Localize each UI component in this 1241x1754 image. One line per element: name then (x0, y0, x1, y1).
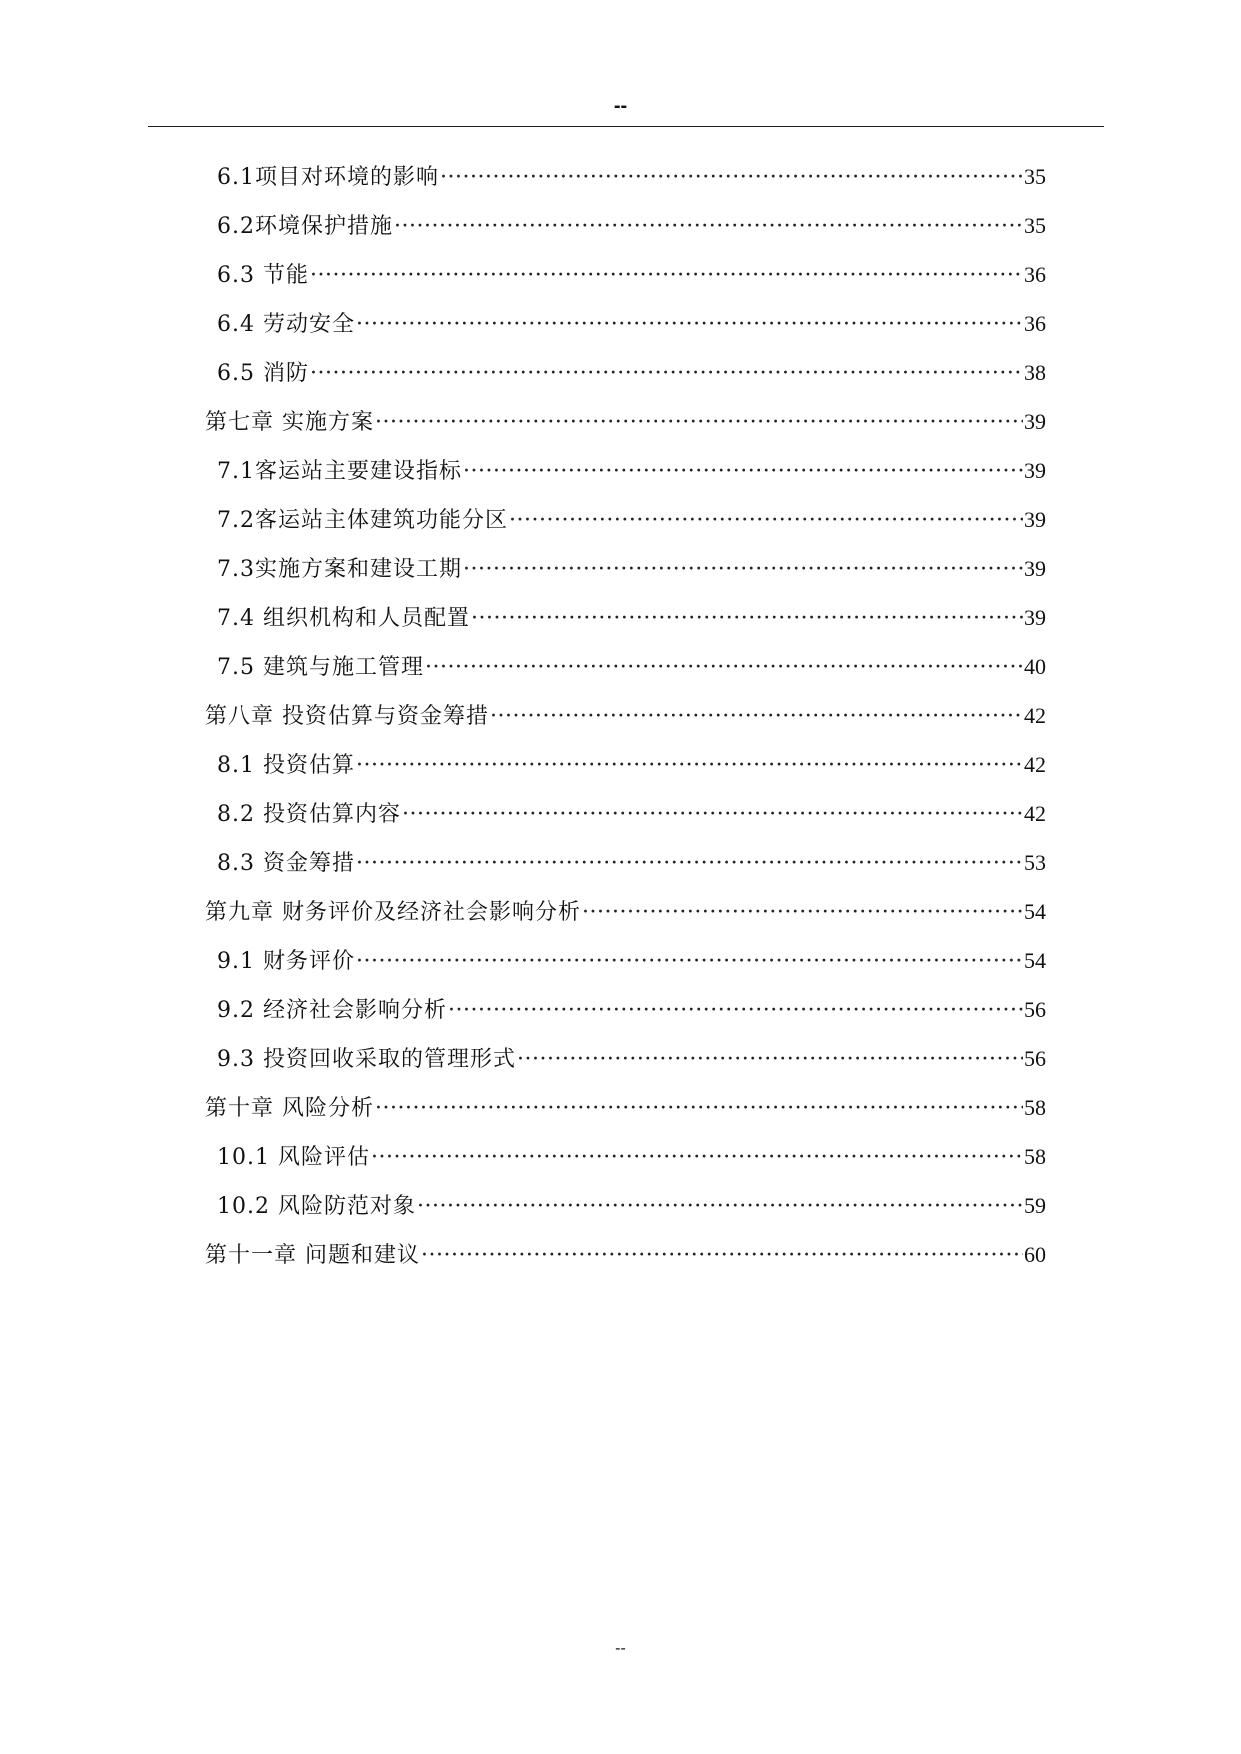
toc-entry-page: 54 (1024, 899, 1046, 924)
toc-entry-page: 54 (1024, 948, 1046, 973)
toc-entry-title: 7.2客运站主体建筑功能分区 (217, 508, 508, 533)
toc-entry-title: 8.3 资金筹措 (217, 851, 355, 876)
toc-entry-6-1[interactable] (205, 152, 1046, 201)
toc-entry-10-1[interactable] (205, 1132, 1046, 1181)
toc-entry-page: 42 (1024, 703, 1046, 728)
toc-entry-page: 42 (1024, 752, 1046, 777)
toc-entry-6-5[interactable] (205, 348, 1046, 397)
toc-entry-page: 56 (1024, 1046, 1046, 1071)
toc-entry-title: 8.2 投资估算内容 (217, 802, 401, 827)
toc-entry-page: 40 (1024, 654, 1046, 679)
toc-entry-page: 58 (1024, 1144, 1046, 1169)
toc-entry-9-2[interactable] (205, 985, 1046, 1034)
toc-dot-leader (356, 937, 1023, 986)
toc-dot-leader (490, 692, 1023, 741)
toc-entry-title: 6.4 劳动安全 (217, 312, 355, 337)
toc-entry-chapter-9[interactable] (205, 887, 1046, 936)
toc-entry-page: 39 (1024, 605, 1046, 630)
toc-entry-chapter-10[interactable] (205, 1083, 1046, 1132)
toc-entry-7-4[interactable] (205, 593, 1046, 642)
toc-entry-page: 39 (1024, 409, 1046, 434)
toc-dot-leader (375, 398, 1023, 447)
toc-entry-title: 7.3实施方案和建设工期 (217, 557, 462, 582)
toc-entry-7-5[interactable] (205, 642, 1046, 691)
toc-entry-title: 10.1 风险评估 (217, 1145, 370, 1170)
header-rule (148, 126, 1104, 127)
toc-entry-7-1[interactable] (205, 446, 1046, 495)
toc-entry-chapter-7[interactable] (205, 397, 1046, 446)
toc-entry-8-3[interactable] (205, 838, 1046, 887)
toc-dot-leader (440, 153, 1023, 202)
toc-entry-title: 8.1 投资估算 (217, 753, 355, 778)
toc-dot-leader (463, 545, 1023, 594)
toc-dot-leader (356, 741, 1023, 790)
toc-entry-title: 10.2 风险防范对象 (217, 1194, 416, 1219)
toc-dot-leader (371, 1133, 1023, 1182)
page-header-mark: -- (613, 95, 628, 117)
toc-entry-9-1[interactable] (205, 936, 1046, 985)
toc-dot-leader (375, 1084, 1023, 1133)
toc-entry-6-4[interactable] (205, 299, 1046, 348)
toc-entry-title: 9.1 财务评价 (217, 949, 355, 974)
toc-dot-leader (471, 594, 1023, 643)
toc-entry-page: 35 (1024, 164, 1046, 189)
toc-entry-page: 58 (1024, 1095, 1046, 1120)
toc-entry-page: 60 (1024, 1242, 1046, 1267)
toc-dot-leader (517, 1035, 1023, 1084)
toc-entry-title: 第十章 风险分析 (205, 1096, 374, 1121)
toc-entry-title: 7.4 组织机构和人员配置 (217, 606, 470, 631)
toc-dot-leader (463, 447, 1023, 496)
toc-dot-leader (310, 251, 1023, 300)
toc-entry-page: 36 (1024, 262, 1046, 287)
toc-entry-6-3[interactable] (205, 250, 1046, 299)
toc-entry-page: 42 (1024, 801, 1046, 826)
toc-entry-title: 6.3 节能 (217, 263, 309, 288)
toc-entry-page: 38 (1024, 360, 1046, 385)
toc-dot-leader (417, 1182, 1023, 1231)
toc-entry-9-3[interactable] (205, 1034, 1046, 1083)
toc-dot-leader (509, 496, 1023, 545)
toc-entry-title: 第九章 财务评价及经济社会影响分析 (205, 900, 581, 925)
toc-entry-page: 39 (1024, 458, 1046, 483)
toc-entry-title: 7.1客运站主要建设指标 (217, 459, 462, 484)
toc-dot-leader (448, 986, 1023, 1035)
toc-entry-page: 36 (1024, 311, 1046, 336)
toc-entry-10-2[interactable] (205, 1181, 1046, 1230)
toc-entry-page: 53 (1024, 850, 1046, 875)
toc-entry-page: 39 (1024, 507, 1046, 532)
toc-entry-chapter-11[interactable] (205, 1230, 1046, 1279)
toc-dot-leader (310, 349, 1023, 398)
toc-entry-page: 56 (1024, 997, 1046, 1022)
toc-entry-7-3[interactable] (205, 544, 1046, 593)
page-footer-mark: -- (615, 1640, 626, 1657)
toc-entry-title: 6.1项目对环境的影响 (217, 165, 439, 190)
toc-entry-page: 35 (1024, 213, 1046, 238)
toc-entry-title: 9.2 经济社会影响分析 (217, 998, 447, 1023)
toc-entry-page: 39 (1024, 556, 1046, 581)
toc-dot-leader (402, 790, 1023, 839)
toc-entry-title: 第七章 实施方案 (205, 410, 374, 435)
toc-entry-8-2[interactable] (205, 789, 1046, 838)
toc-entry-chapter-8[interactable] (205, 691, 1046, 740)
toc-dot-leader (582, 888, 1023, 937)
toc-dot-leader (356, 839, 1023, 888)
toc-entry-title: 第八章 投资估算与资金筹措 (205, 704, 489, 729)
toc-entry-7-2[interactable] (205, 495, 1046, 544)
toc-entry-title: 第十一章 问题和建议 (205, 1243, 420, 1268)
toc-entry-title: 7.5 建筑与施工管理 (217, 655, 424, 680)
toc-entry-title: 6.5 消防 (217, 361, 309, 386)
table-of-contents (205, 152, 1046, 1279)
toc-entry-page: 59 (1024, 1193, 1046, 1218)
toc-entry-title: 6.2环境保护措施 (217, 214, 393, 239)
toc-entry-8-1[interactable] (205, 740, 1046, 789)
toc-dot-leader (394, 202, 1023, 251)
toc-dot-leader (421, 1231, 1023, 1280)
toc-dot-leader (356, 300, 1023, 349)
toc-entry-6-2[interactable] (205, 201, 1046, 250)
toc-entry-title: 9.3 投资回收采取的管理形式 (217, 1047, 516, 1072)
toc-dot-leader (425, 643, 1023, 692)
